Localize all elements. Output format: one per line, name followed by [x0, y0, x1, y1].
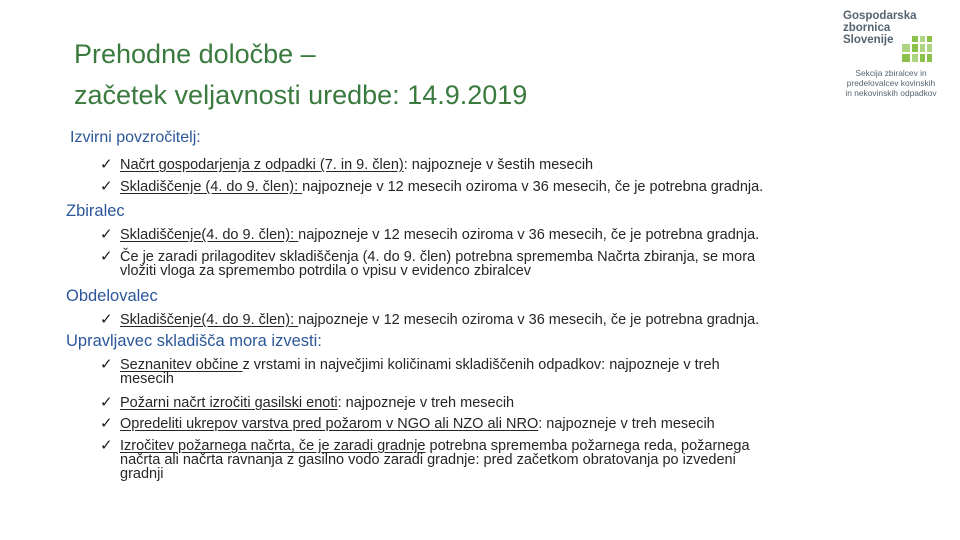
item-line: mesecih: [120, 371, 174, 387]
green-squares-grid-icon: [902, 36, 932, 62]
item-line: [120, 358, 720, 372]
logo-subtitle: [832, 68, 950, 98]
item-text: : najpozneje v treh mesecih: [538, 416, 715, 432]
item-line: načrta ali načrta ravnanja z gasilno vodo zaradi gradnje: pred začetkom obratovanja po izvedeni: [120, 452, 736, 468]
item-text: potrebna sprememba požarnega reda, požarnega: [425, 438, 750, 454]
item-line: [120, 228, 759, 242]
section-heading-izvirni: Izvirni povzročitelj:: [70, 129, 201, 146]
section-heading-obdelovalec: Obdelovalec: [66, 287, 158, 305]
item-text: : najpozneje v šestih mesecih: [403, 157, 594, 173]
list-item: [100, 394, 515, 411]
section-heading-zbiralec: Zbiralec: [66, 202, 125, 220]
checkmark-icon: ✓: [100, 356, 113, 373]
checkmark-icon: ✓: [100, 394, 113, 411]
item-link: Opredeliti ukrepov varstva pred požarom v NGO ali NZO ali NRO: [120, 416, 539, 432]
checkmark-icon: ✓: [100, 437, 113, 454]
list-item: [100, 415, 715, 432]
item-text: najpozneje v 12 mesecih oziroma v 36 mesecih, če je potrebna gradnja.: [298, 312, 760, 328]
item-line: Če je zaradi prilagoditev skladiščenja (4. do 9. člen) potrebna sprememba Načrta zbiranja, se mora: [120, 249, 756, 265]
list-item: [100, 178, 764, 195]
logo-name-line-1: Gospodarska: [843, 10, 917, 22]
item-link: Načrt gospodarjenja z odpadki (7. in 9. člen): [120, 157, 404, 173]
checkmark-icon: ✓: [100, 415, 113, 432]
item-link: Izročitev požarnega načrta, če je zaradi gradnje: [120, 438, 426, 454]
slide-title: [74, 34, 714, 116]
item-link: Skladiščenje(4. do 9. člen):: [120, 227, 299, 243]
logo-sub-line-1: Sekcija zbiralcev in: [855, 68, 927, 78]
item-line: [120, 313, 759, 327]
title-line-2: začetek veljavnosti uredbe: 14.9.2019: [74, 80, 528, 110]
item-text: najpozneje v 12 mesecih oziroma v 36 mesecih, če je potrebna gradnja.: [298, 227, 760, 243]
item-line: [120, 439, 750, 453]
item-text: najpozneje v 12 mesecih oziroma v 36 mesecih, če je potrebna gradnja.: [302, 179, 764, 195]
item-link: Požarni načrt izročiti gasilski enoti: [120, 395, 338, 411]
gzs-logo: [832, 10, 950, 105]
list-item: [100, 437, 750, 482]
checkmark-icon: ✓: [100, 156, 113, 173]
item-link: Skladiščenje(4. do 9. člen):: [120, 312, 299, 328]
item-text: : najpozneje v treh mesecih: [337, 395, 515, 411]
item-line: [120, 396, 514, 410]
list-item: [100, 156, 594, 173]
list-item: [100, 356, 720, 387]
item-text: z vrstami in največjimi količinami skladiščenih odpadkov: najpozneje v treh: [242, 357, 720, 373]
checkmark-icon: ✓: [100, 311, 113, 328]
item-line: vložiti vloga za spremembo potrdila o vpisu v evidenco zbiralcev: [120, 263, 532, 279]
item-line: [120, 180, 763, 194]
item-line: [120, 417, 715, 431]
list-item: [100, 226, 760, 243]
item-link: Seznanitev občine: [120, 357, 243, 373]
checkmark-icon: ✓: [100, 226, 113, 243]
list-item: [100, 311, 760, 328]
logo-name-line-3: Slovenije: [843, 34, 894, 46]
item-line: [120, 158, 593, 172]
checkmark-icon: ✓: [100, 178, 113, 195]
title-line-1: Prehodne določbe –: [74, 39, 316, 69]
logo-name-line-2: zbornica: [843, 22, 891, 34]
item-line: gradnji: [120, 466, 164, 482]
item-link: Skladiščenje (4. do 9. člen):: [120, 179, 303, 195]
section-heading-upravljavec: Upravljavec skladišča mora izvesti:: [66, 332, 322, 350]
checkmark-icon: ✓: [100, 248, 113, 265]
logo-sub-line-2: predelovalcev kovinskih: [846, 78, 936, 88]
list-item: [100, 248, 756, 279]
logo-sub-line-3: in nekovinskih odpadkov: [845, 88, 937, 98]
